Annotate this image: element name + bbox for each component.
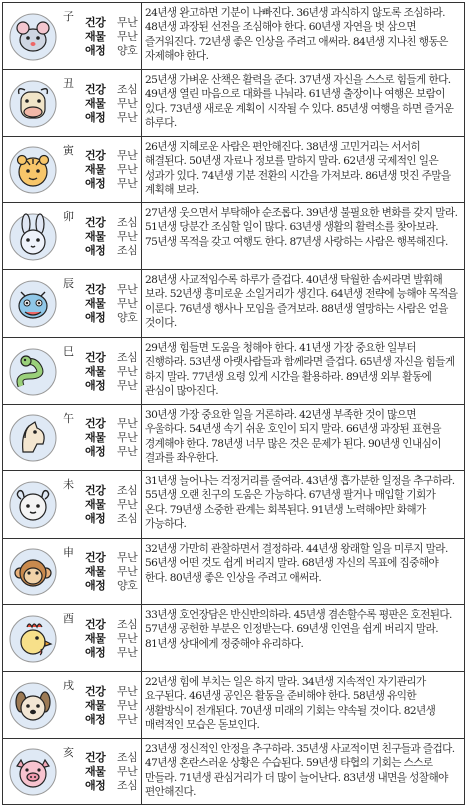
- horoscope-row: [3, 471, 464, 539]
- wealth-fortune: [85, 230, 137, 244]
- fortune-summary: [85, 551, 137, 593]
- fortune-text: 29년생 힘들면 도움을 청해야 한다. 41년생 가장 중요한 일부터 진행하라. 53년생 아랫사람들과 함께라면 즐겁다. 65년생 자신을 힘들게 하지 말라. 77년생 요령 있게 시간을 활용하라. 89년생 외부 활동에 관심이 많아진다.: [145, 342, 455, 397]
- horoscope-table: [2, 2, 465, 805]
- dragon-icon: [7, 278, 59, 330]
- wealth-fortune: [85, 498, 137, 512]
- health-fortune: [85, 283, 137, 297]
- love-fortune: [85, 177, 137, 191]
- ox-icon: [7, 78, 59, 130]
- wealth-label: 재물: [85, 431, 106, 444]
- health-value: 조심: [117, 83, 138, 96]
- health-value: 무난: [117, 149, 138, 162]
- love-fortune: [85, 779, 137, 793]
- wealth-fortune: [85, 30, 137, 44]
- fortune-text: 25년생 가벼운 산책은 활력을 준다. 37년생 자신을 스스로 힘들게 한다. 49년생 열린 마음으로 대화를 나눠라. 61년생 출장이나 여행은 보람이 있다. 73년생 새로운 계획이 시작될 수 있다. 85년생 여행을 하면 즐거운 하루다.: [145, 74, 454, 129]
- fortune-summary: [85, 351, 137, 393]
- love-value: 양호: [117, 311, 138, 324]
- snake-icon: [7, 346, 59, 398]
- love-label: 애정: [85, 512, 106, 525]
- horoscope-row: [3, 270, 464, 338]
- wealth-label: 재물: [85, 498, 106, 511]
- zodiac-character: 亥: [63, 746, 74, 759]
- horoscope-row: [3, 739, 464, 804]
- love-value: 무난: [117, 111, 138, 124]
- zodiac-cell: [3, 270, 142, 337]
- love-fortune: [85, 512, 137, 526]
- love-value: 무난: [117, 379, 138, 392]
- horse-icon: [7, 412, 59, 464]
- love-value: 무난: [117, 646, 138, 659]
- zodiac-character: 戌: [63, 679, 74, 692]
- health-label: 건강: [85, 351, 106, 364]
- health-label: 건강: [85, 149, 106, 162]
- zodiac-character: 子: [63, 10, 74, 23]
- horoscope-row: [3, 203, 464, 270]
- love-label: 애정: [85, 646, 106, 659]
- zodiac-cell: [3, 137, 142, 202]
- health-value: 조심: [117, 216, 138, 229]
- love-fortune: [85, 244, 137, 258]
- health-fortune: [85, 751, 137, 765]
- wealth-label: 재물: [85, 632, 106, 645]
- fortune-text: 22년생 힘에 부치는 일은 하지 말라. 34년생 지속적인 자기관리가 요구된다. 46년생 공인은 활동을 준비해야 한다. 58년생 유익한 생활방식이 전개된다. 70년생 미래의 기회는 약속될 것이다. 82년생 매력적인 모습은 돋보인다.: [145, 676, 436, 731]
- wealth-label: 재물: [85, 163, 106, 176]
- wealth-label: 재물: [85, 30, 106, 43]
- wealth-value: 무난: [117, 365, 138, 378]
- fortune-summary: [85, 484, 137, 526]
- zodiac-character: 寅: [63, 144, 74, 157]
- love-label: 애정: [85, 311, 106, 324]
- love-label: 애정: [85, 44, 106, 57]
- love-value: 조심: [117, 244, 138, 257]
- health-value: 무난: [117, 417, 138, 430]
- love-value: 무난: [117, 445, 138, 458]
- love-label: 애정: [85, 244, 106, 257]
- fortune-text: 23년생 정신적인 안정을 추구하라. 35년생 사교적이면 친구들과 즐겁다. 47년생 혼란스러운 상황은 수습된다. 59년생 타협의 기회는 스스로 만들라. 71년생 관심거리가 더 많이 늘어난다. 83년생 내면을 성찰해야 편안해진다.: [145, 743, 455, 798]
- wealth-value: 무난: [117, 97, 138, 110]
- love-value: 조심: [117, 779, 138, 792]
- rooster-icon: [7, 613, 59, 665]
- wealth-value: 무난: [117, 297, 138, 310]
- fortune-summary: [85, 83, 137, 125]
- love-fortune: [85, 445, 137, 459]
- health-fortune: [85, 484, 137, 498]
- wealth-fortune: [85, 699, 137, 713]
- health-fortune: [85, 149, 137, 163]
- zodiac-cell: [3, 203, 142, 269]
- zodiac-character: 辰: [63, 277, 74, 290]
- health-label: 건강: [85, 417, 106, 430]
- wealth-value: 무난: [117, 565, 138, 578]
- love-label: 애정: [85, 579, 106, 592]
- fortune-summary: [85, 685, 137, 727]
- fortune-summary: [85, 417, 137, 459]
- health-value: 무난: [117, 685, 138, 698]
- love-value: 양호: [117, 44, 138, 57]
- health-fortune: [85, 83, 137, 97]
- wealth-label: 재물: [85, 699, 106, 712]
- love-label: 애정: [85, 445, 106, 458]
- fortune-text: 24년생 완고하면 기분이 나빠진다. 36년생 과식하지 않도록 조심하라. 48년생 과장된 선전을 조심해야 한다. 60년생 자연을 벗 삼으면 즐거워진다. 72년생 좋은 인상을 주려고 애써라. 84년생 지나친 행동은 자제해야 한다.: [145, 7, 448, 62]
- love-fortune: [85, 44, 137, 58]
- love-label: 애정: [85, 779, 106, 792]
- love-fortune: [85, 379, 137, 393]
- rat-icon: [7, 11, 59, 63]
- fortune-text: 32년생 가만히 관찰하면서 결정하라. 44년생 왕래할 일을 미루지 말라. 56년생 어떤 것도 쉽게 버리지 말라. 68년생 자신의 목표에 집중해야 한다. 80년생 좋은 인상을 주려고 애써라.: [145, 543, 448, 584]
- health-fortune: [85, 551, 137, 565]
- health-value: 무난: [117, 551, 138, 564]
- wealth-value: 무난: [117, 30, 138, 43]
- horoscope-row: [3, 70, 464, 137]
- zodiac-character: 申: [63, 546, 74, 559]
- health-label: 건강: [85, 216, 106, 229]
- wealth-fortune: [85, 365, 137, 379]
- love-value: 양호: [117, 579, 138, 592]
- tiger-icon: [7, 144, 59, 196]
- wealth-value: 무난: [117, 431, 138, 444]
- sheep-icon: [7, 479, 59, 531]
- zodiac-cell: [3, 405, 142, 470]
- health-fortune: [85, 216, 137, 230]
- health-fortune: [85, 16, 137, 30]
- zodiac-character: 巳: [63, 345, 74, 358]
- love-value: 조심: [117, 512, 138, 525]
- zodiac-cell: [3, 338, 142, 404]
- wealth-value: 무난: [117, 498, 138, 511]
- zodiac-character: 丑: [63, 77, 74, 90]
- wealth-label: 재물: [85, 297, 106, 310]
- love-fortune: [85, 311, 137, 325]
- fortune-text: 31년생 늘어나는 걱정거리를 줄여라. 43년생 흡가분한 일정을 추구하라. 55년생 오랜 친구의 도움은 가능하다. 67년생 팔거나 매입할 기회가 온다. 79년생 소중한 관계는 회복된다. 91년생 노력해야만 화해가 가능하다.: [145, 475, 455, 530]
- health-label: 건강: [85, 83, 106, 96]
- health-value: 무난: [117, 16, 138, 29]
- love-label: 애정: [85, 111, 106, 124]
- fortune-summary: [85, 149, 137, 191]
- wealth-value: 무난: [117, 163, 138, 176]
- zodiac-character: 未: [63, 478, 74, 491]
- fortune-summary: [85, 16, 137, 58]
- zodiac-cell: [3, 539, 142, 604]
- health-label: 건강: [85, 16, 106, 29]
- health-value: 조심: [117, 751, 138, 764]
- love-fortune: [85, 579, 137, 593]
- zodiac-character: 卯: [63, 210, 74, 223]
- zodiac-cell: [3, 672, 142, 738]
- health-label: 건강: [85, 484, 106, 497]
- love-fortune: [85, 646, 137, 660]
- wealth-fortune: [85, 297, 137, 311]
- fortune-text: 27년생 웃으면서 부탁해야 순조롭다. 39년생 불필요한 변화를 갖지 말라. 51년생 당분간 조심할 일이 많다. 63년생 생활의 활력소를 찾아보라. 75년생 목적을 갖고 여행도 한다. 87년생 사랑하는 사람은 행복해진다.: [145, 207, 458, 248]
- wealth-fortune: [85, 163, 137, 177]
- health-fortune: [85, 417, 137, 431]
- dog-icon: [7, 680, 59, 732]
- horoscope-row: [3, 539, 464, 605]
- fortune-text: 26년생 지혜로운 사람은 편안해진다. 38년생 고민거리는 서서히 해결된다. 50년생 자료나 정보를 말하지 말라. 62년생 국제적인 일은 성과가 있다. 74년생 기분 전환의 시간을 가져보라. 86년생 멋진 주말을 계획해 보라.: [145, 141, 451, 196]
- fortune-text: 33년생 호언장담은 반신반의하라. 45년생 겸손할수록 평판은 호전된다. 57년생 공헌한 부분은 인정받는다. 69년생 인연을 쉽게 버리지 말라. 81년생 상대에게 정중해야 유리하다.: [145, 609, 452, 650]
- health-value: 무난: [117, 283, 138, 296]
- love-label: 애정: [85, 713, 106, 726]
- monkey-icon: [7, 546, 59, 598]
- health-value: 조심: [117, 484, 138, 497]
- health-label: 건강: [85, 283, 106, 296]
- love-fortune: [85, 111, 137, 125]
- wealth-fortune: [85, 97, 137, 111]
- wealth-fortune: [85, 765, 137, 779]
- wealth-value: 무난: [117, 765, 138, 778]
- wealth-label: 재물: [85, 97, 106, 110]
- love-fortune: [85, 713, 137, 727]
- horoscope-row: [3, 338, 464, 405]
- horoscope-row: [3, 605, 464, 672]
- health-fortune: [85, 618, 137, 632]
- horoscope-row: [3, 405, 464, 471]
- wealth-label: 재물: [85, 230, 106, 243]
- fortune-summary: [85, 216, 137, 258]
- zodiac-cell: [3, 605, 142, 671]
- love-label: 애정: [85, 379, 106, 392]
- wealth-label: 재물: [85, 765, 106, 778]
- wealth-label: 재물: [85, 365, 106, 378]
- zodiac-character: 午: [63, 412, 74, 425]
- health-label: 건강: [85, 551, 106, 564]
- horoscope-row: [3, 3, 464, 70]
- wealth-value: 무난: [117, 699, 138, 712]
- fortune-text: 30년생 가장 중요한 일을 거론하라. 42년생 부족한 것이 많으면 우울하다. 54년생 속기 쉬운 호인이 되지 말라. 66년생 과장된 표현을 경계해야 한다. 78년생 너무 많은 것은 문제가 된다. 90년생 인내심이 결과를 좌우한다.: [145, 409, 441, 464]
- fortune-text: 28년생 사교적임수록 하루가 즐겁다. 40년생 탁월한 솜씨라면 발휘해 보라. 52년생 흥미로운 소일거리가 생긴다. 64년생 전략에 능해야 목적을 이룬다. 76년생 행사나 모임을 즐겨보라. 88년생 열망하는 사람은 얻을 것이다.: [145, 274, 458, 329]
- horoscope-row: [3, 137, 464, 203]
- love-label: 애정: [85, 177, 106, 190]
- zodiac-cell: [3, 739, 142, 804]
- wealth-value: 무난: [117, 632, 138, 645]
- pig-icon: [7, 746, 59, 798]
- zodiac-cell: [3, 70, 142, 136]
- wealth-fortune: [85, 431, 137, 445]
- health-label: 건강: [85, 618, 106, 631]
- health-label: 건강: [85, 685, 106, 698]
- horoscope-row: [3, 672, 464, 739]
- zodiac-cell: [3, 3, 142, 69]
- love-value: 무난: [117, 177, 138, 190]
- rabbit-icon: [7, 211, 59, 263]
- fortune-summary: [85, 618, 137, 660]
- zodiac-cell: [3, 471, 142, 538]
- fortune-summary: [85, 283, 137, 325]
- wealth-fortune: [85, 632, 137, 646]
- health-value: 조심: [117, 351, 138, 364]
- wealth-value: 무난: [117, 230, 138, 243]
- fortune-summary: [85, 751, 137, 793]
- wealth-fortune: [85, 565, 137, 579]
- zodiac-character: 酉: [63, 612, 74, 625]
- wealth-label: 재물: [85, 565, 106, 578]
- love-value: 무난: [117, 713, 138, 726]
- health-label: 건강: [85, 751, 106, 764]
- health-fortune: [85, 685, 137, 699]
- health-fortune: [85, 351, 137, 365]
- health-value: 조심: [117, 618, 138, 631]
